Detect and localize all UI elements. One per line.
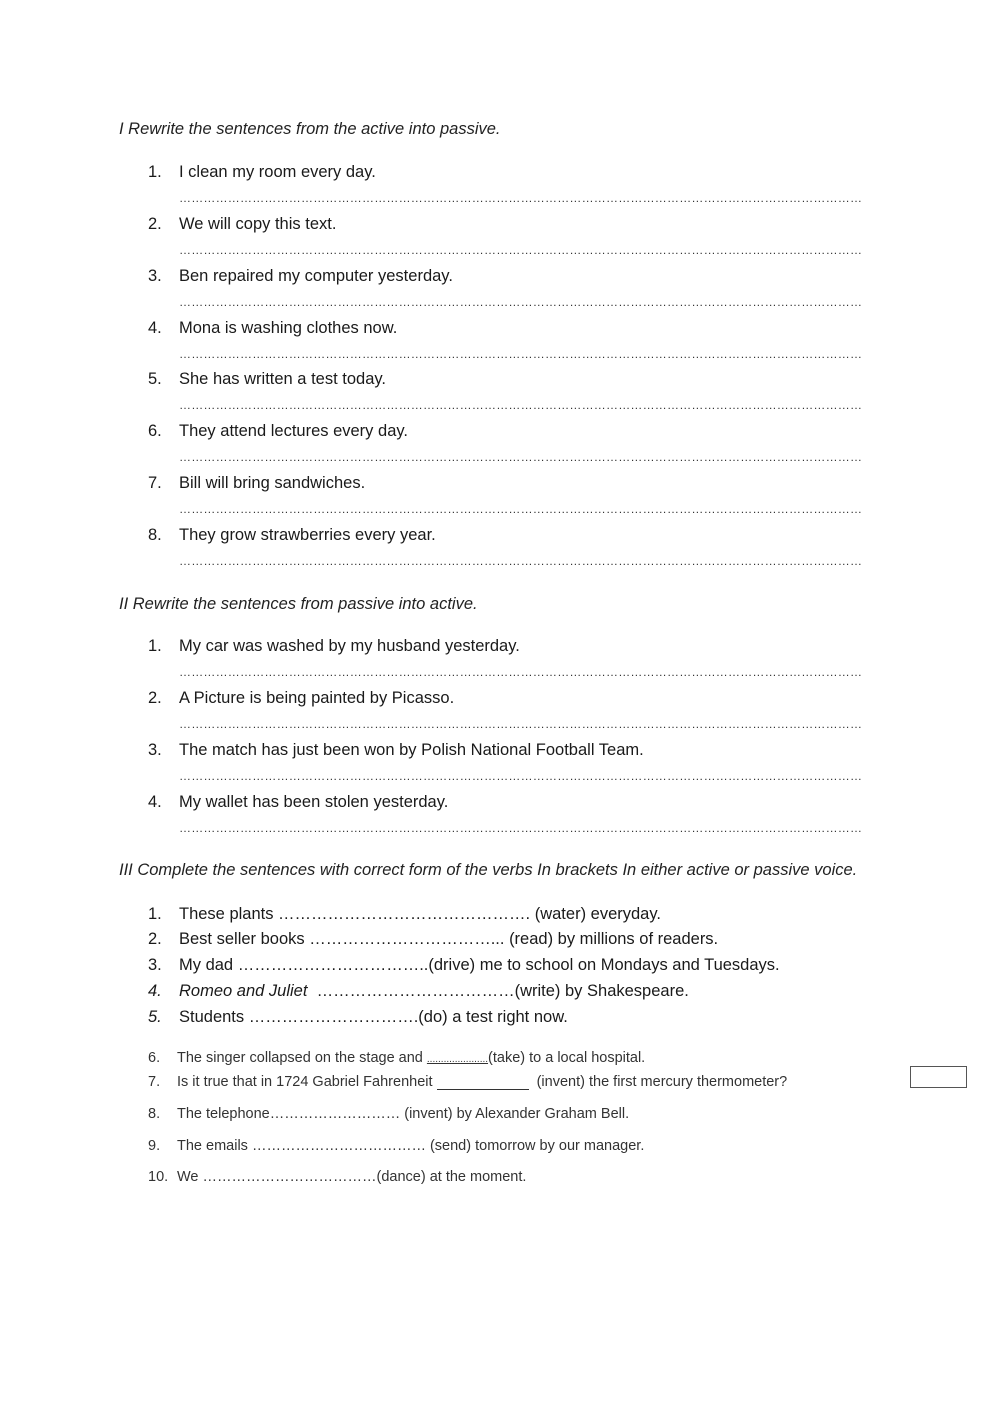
list-item-text: They attend lectures every day.	[179, 422, 408, 440]
list-item-number: 6.	[148, 1050, 161, 1066]
list-item-number: 7.	[148, 474, 162, 492]
list-item-text: My dad ……………………………..(drive) me to school on Mondays and Tuesdays.	[179, 956, 780, 974]
list-item-number: 2.	[148, 689, 162, 707]
list-item-after: (invent) the first mercury thermometer?	[528, 1074, 788, 1090]
list-item-text: My car was washed by my husband yesterday.	[179, 637, 520, 655]
list-item-text	[177, 1074, 787, 1090]
answer-line[interactable]: ……………………………………………………………………………………………………………………………………………………	[179, 191, 863, 205]
blank-field[interactable]	[437, 1075, 529, 1090]
answer-line[interactable]: ……………………………………………………………………………………………………………………………………………………	[179, 554, 863, 568]
list-item-number: 2.	[148, 215, 162, 233]
answer-line[interactable]: ……………………………………………………………………………………………………………………………………………………	[179, 347, 863, 361]
list-item-text: Ben repaired my computer yesterday.	[179, 267, 453, 285]
answer-line[interactable]: ……………………………………………………………………………………………………………………………………………………	[179, 450, 863, 464]
section-3-heading: III Complete the sentences with correct form of the verbs In brackets In either active or passive voice.	[119, 861, 858, 879]
section-1-heading: I Rewrite the sentences from the active into passive.	[119, 120, 501, 138]
list-item-number: 1.	[148, 637, 162, 655]
list-item-text: We ………………………………(dance) at the moment.	[177, 1169, 527, 1185]
section-2-heading: II Rewrite the sentences from passive into active.	[119, 595, 478, 613]
list-item-number: 8.	[148, 526, 162, 544]
list-item-rest: ………………………………(write) by Shakespeare.	[307, 982, 689, 1000]
list-item-text: Students ………………………….(do) a test right now.	[179, 1008, 568, 1026]
list-item-number: 2.	[148, 930, 162, 948]
empty-answer-box[interactable]	[910, 1066, 967, 1088]
list-item-number: 3.	[148, 267, 162, 285]
answer-line[interactable]: ……………………………………………………………………………………………………………………………………………………	[179, 821, 863, 835]
list-item-text: The match has just been won by Polish National Football Team.	[179, 741, 644, 759]
list-item-text	[177, 1050, 645, 1066]
list-item-number: 10.	[148, 1169, 169, 1185]
list-item-number: 4.	[148, 319, 162, 337]
answer-line[interactable]: ……………………………………………………………………………………………………………………………………………………	[179, 295, 863, 309]
list-item-text	[179, 982, 689, 1001]
list-item-text: They grow strawberries every year.	[179, 526, 436, 544]
list-item-text: The telephone……………………… (invent) by Alexander Graham Bell.	[177, 1106, 630, 1122]
list-item-before: The singer collapsed on the stage and	[177, 1050, 427, 1066]
answer-line[interactable]: ……………………………………………………………………………………………………………………………………………………	[179, 665, 863, 679]
list-item-number: 3.	[148, 956, 162, 974]
blank-field[interactable]: ......................	[426, 1054, 489, 1065]
list-item-number: 5.	[148, 1008, 162, 1026]
answer-line[interactable]: ……………………………………………………………………………………………………………………………………………………	[179, 769, 863, 783]
list-item-before: Is it true that in 1724 Gabriel Fahrenheit	[177, 1074, 437, 1090]
list-item-text: A Picture is being painted by Picasso.	[179, 689, 455, 707]
list-item-number: 3.	[148, 741, 162, 759]
list-item-text: My wallet has been stolen yesterday.	[179, 793, 449, 811]
list-item-number: 4.	[148, 982, 162, 1000]
list-item-text: Bill will bring sandwiches.	[179, 474, 366, 492]
list-item-text: Best seller books ……………………………... (read) by millions of readers.	[179, 930, 719, 948]
list-item-number: 1.	[148, 905, 162, 923]
list-item-number: 9.	[148, 1138, 161, 1154]
book-title: Romeo and Juliet	[179, 982, 308, 1000]
list-item-text: Mona is washing clothes now.	[179, 319, 398, 337]
list-item-number: 6.	[148, 422, 162, 440]
answer-line[interactable]: ……………………………………………………………………………………………………………………………………………………	[179, 717, 863, 731]
answer-line[interactable]: ……………………………………………………………………………………………………………………………………………………	[179, 502, 863, 516]
list-item-text: We will copy this text.	[179, 215, 337, 233]
list-item-text: She has written a test today.	[179, 370, 386, 388]
list-item-number: 5.	[148, 370, 162, 388]
list-item-after: (take) to a local hospital.	[488, 1050, 646, 1066]
list-item-text: The emails ……………………………… (send) tomorrow by our manager.	[177, 1138, 645, 1154]
answer-line[interactable]: ……………………………………………………………………………………………………………………………………………………	[179, 398, 863, 412]
answer-line[interactable]: ……………………………………………………………………………………………………………………………………………………	[179, 243, 863, 257]
list-item-number: 4.	[148, 793, 162, 811]
list-item-text: These plants ………………………………………. (water) everyday.	[179, 905, 661, 923]
list-item-number: 1.	[148, 163, 162, 181]
list-item-text: I clean my room every day.	[179, 163, 376, 181]
list-item-number: 8.	[148, 1106, 161, 1122]
list-item-number: 7.	[148, 1074, 161, 1090]
